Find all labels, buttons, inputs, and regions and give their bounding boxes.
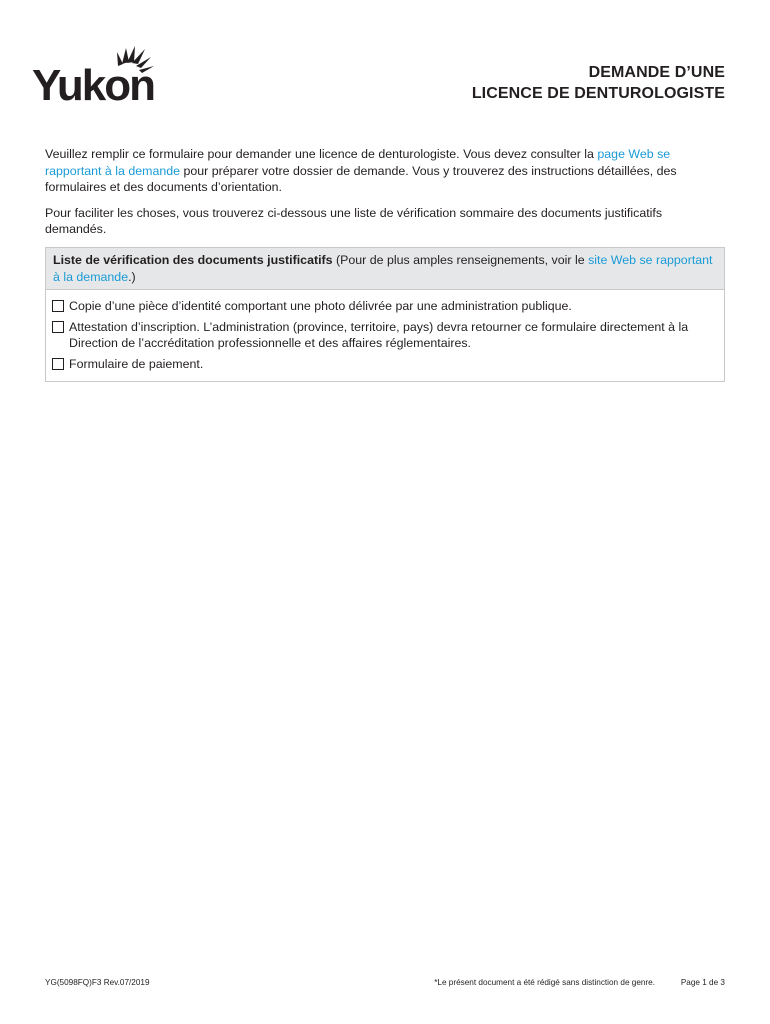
checkbox-icon[interactable] bbox=[52, 321, 64, 333]
page-number: Page 1 de 3 bbox=[680, 978, 725, 987]
checklist-heading-end: .) bbox=[128, 269, 136, 284]
checklist-item-label: Attestation d’inscription. L’administration (province, territoire, pays) devra retourner ce formulaire directement à la Direction de l’accréditation professionnelle et des affaires réglementaires. bbox=[69, 319, 689, 350]
logo-wordmark: Yukon bbox=[32, 61, 155, 104]
checklist-item-attestation bbox=[52, 319, 716, 352]
checklist-item-id bbox=[52, 298, 716, 315]
application-page-link[interactable]: page Web se rapportant à la demande bbox=[45, 147, 671, 178]
page-footer bbox=[45, 976, 725, 990]
intro-p1-end: pour préparer votre dossier de demande. Vous y trouverez des instructions détaillées, des formulaires et des documents d’orientation. bbox=[45, 163, 677, 194]
checklist-item-label: Copie d’une pièce d’identité comportant une photo délivrée par une administration publique. bbox=[69, 299, 572, 313]
yukon-logo bbox=[32, 40, 172, 104]
checklist-item-payment bbox=[52, 356, 716, 373]
gender-note: *Le présent document a été rédigé sans distinction de genre. bbox=[434, 978, 655, 987]
checkbox-icon[interactable] bbox=[52, 300, 64, 312]
documents-checklist bbox=[45, 247, 725, 382]
checklist-heading-text: (Pour de plus amples renseignements, voir le bbox=[332, 253, 589, 267]
checklist-item-label: Formulaire de paiement. bbox=[69, 356, 204, 371]
page-title bbox=[472, 62, 725, 104]
intro-p1-start: Veuillez remplir ce formulaire pour demander une licence de denturologiste. Vous devez consulter la bbox=[45, 147, 598, 161]
intro-paragraph-2: Pour faciliter les choses, vous trouverez ci-dessous une liste de vérification sommaire des documents justificatifs demandés. bbox=[45, 205, 663, 236]
checklist-heading-bold: Liste de vérification des documents justificatifs bbox=[53, 253, 333, 267]
title-line-1: DEMANDE D’UNE bbox=[588, 64, 725, 81]
application-site-link[interactable]: site Web se rapportant à la demande bbox=[53, 253, 713, 284]
checklist-heading bbox=[46, 248, 724, 290]
checklist-items bbox=[46, 290, 724, 381]
title-line-2: LICENCE DE DENTUROLOGISTE bbox=[471, 85, 725, 102]
intro-paragraph-1 bbox=[45, 146, 725, 196]
checkbox-icon[interactable] bbox=[52, 358, 64, 370]
intro-text bbox=[45, 146, 725, 247]
form-code: YG(5098FQ)F3 Rev.07/2019 bbox=[45, 978, 150, 987]
